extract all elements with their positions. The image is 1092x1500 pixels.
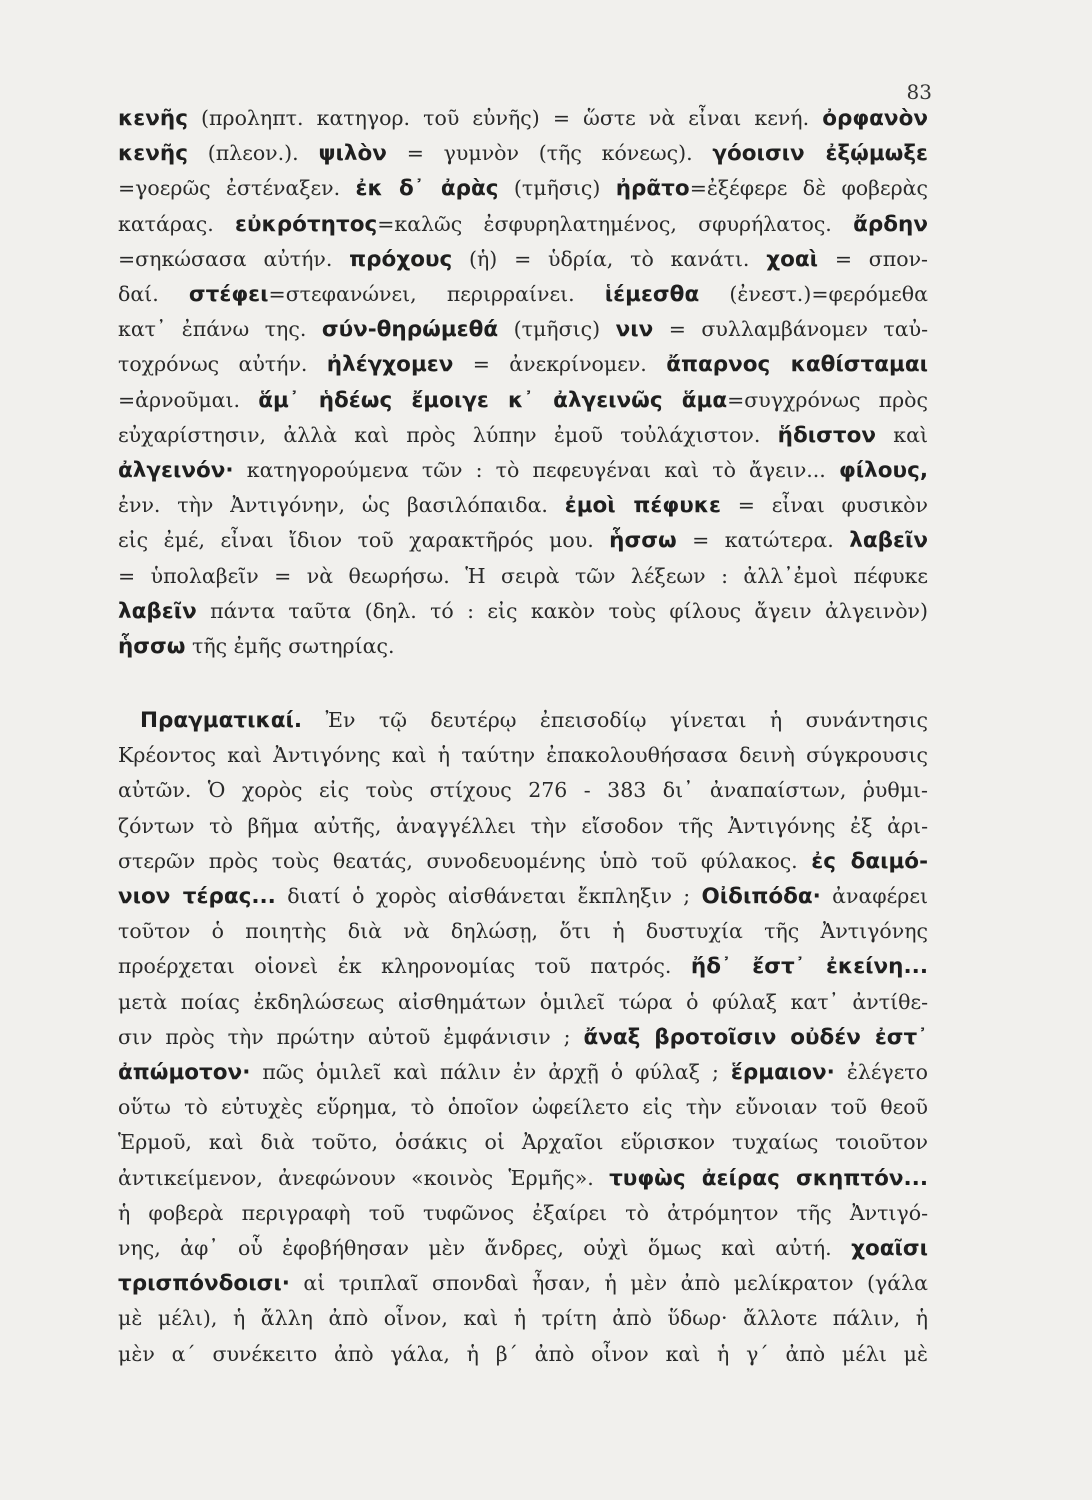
bold-term: ἠλέγχομεν	[326, 352, 454, 378]
bold-term: πρόχους	[349, 246, 453, 272]
text-line: ἀντικείμενον, ἀνεφώνουν «κοινὸς Ἑρμῆς». τυφὼς ἀείρας σκηπτόν...	[118, 1165, 928, 1191]
text-line: ἡ φοβερὰ περιγραφὴ τοῦ τυφῶνος ἐξαίρει τὸ ἀτρόμητον τῆς Ἀντιγό-	[118, 1200, 928, 1225]
bold-term: χοαὶ	[766, 246, 819, 272]
bold-term: ἐς δαιμό-	[811, 848, 929, 874]
text-line: Ἑρμοῦ, καὶ διὰ τοῦτο, ὁσάκις οἱ Ἀρχαῖοι εὕρισκον τυχαίως τοιοῦτον	[118, 1130, 928, 1155]
page-number: 83	[906, 80, 932, 104]
text-line: τοχρόνως αὐτήν. ἠλέγχομεν = ἀνεκρίνομεν. ἄπαρνος καθίσταμαι	[118, 352, 929, 378]
bold-term: ἧσσω	[609, 528, 677, 554]
bold-term: ἧσσω	[118, 634, 186, 660]
text-line: =ἀρνοῦμαι. ἅμ᾽ ἡδέως ἔμοιγε κ᾽ ἀλγεινῶς ἅμα=συγχρόνως πρὸς	[118, 387, 929, 413]
bold-term: σύν-θηρώμεθά	[321, 317, 499, 343]
bold-term: ὀρφανὸν	[822, 106, 928, 131]
text-line: κατάρας. εὐκρότητος=καλῶς ἐσφυρηλατημένος, σφυρήλατος. ἄρδην	[118, 211, 928, 237]
text-line: προέρχεται οἱονεὶ ἐκ κληρονομίας τοῦ πατρός. ἤδ᾽ ἔστ᾽ ἐκείνη...	[118, 954, 928, 980]
bold-term: ἄπαρνος καθίσταμαι	[666, 352, 929, 378]
bold-term: νιν	[615, 317, 654, 343]
bold-term: ἀπώμοτον·	[118, 1060, 251, 1086]
bold-term: ἕρμαιον·	[730, 1060, 835, 1086]
bold-term: τρισπόνδοισι·	[118, 1271, 290, 1297]
text-line: στερῶν πρὸς τοὺς θεατάς, συνοδευομένης ὑπὸ τοῦ φύλακος. ἐς δαιμό-	[118, 848, 929, 874]
bold-term: ἥδιστον	[777, 422, 877, 448]
text-line: κατ᾽ ἐπάνω της. σύν-θηρώμεθά (τμῆσις) νιν = συλλαμβάνομεν ταὐ-	[118, 317, 928, 343]
bold-term: τυφὼς ἀείρας σκηπτόν...	[609, 1165, 928, 1191]
text-line: μὲ μέλι), ἡ ἄλλη ἀπὸ οἶνον, καὶ ἡ τρίτη ἀπὸ ὕδωρ· ἄλλοτε πάλιν, ἡ	[118, 1306, 928, 1331]
text-line: ἀπώμοτον· πῶς ὁμιλεῖ καὶ πάλιν ἐν ἀρχῇ ὁ φύλαξ ; ἕρμαιον· ἐλέγετο	[118, 1060, 928, 1086]
text-line: μετὰ ποίας ἐκδηλώσεως αἰσθημάτων ὁμιλεῖ τώρα ὁ φύλαξ κατ᾽ ἀντίθε-	[118, 989, 928, 1014]
bold-term: ἱέμεσθα	[604, 282, 700, 308]
text-line: κενῆς (προληπτ. κατηγορ. τοῦ εὐνῆς) = ὥστε νὰ εἶναι κενή. ὀρφανὸν	[118, 106, 928, 131]
bold-term: λαβεῖν	[849, 528, 929, 554]
bold-term: λαβεῖν	[118, 598, 197, 624]
bold-term: κενῆς	[118, 106, 188, 131]
commentary-paragraph	[118, 101, 928, 664]
bold-term: ἠρᾶτο	[615, 176, 690, 202]
text-line: τοῦτον ὁ ποιητὴς διὰ νὰ δηλώσῃ, ὅτι ἡ δυστυχία τῆς Ἀντιγόνης	[118, 919, 928, 944]
text-line: σιν πρὸς τὴν πρώτην αὐτοῦ ἐμφάνισιν ; ἄναξ βροτοῖσιν οὐδέν ἐστ᾽	[118, 1024, 928, 1050]
bold-term: κενῆς	[118, 141, 188, 167]
bold-term: ἄρδην	[853, 211, 928, 237]
bold-term: εὐκρότητος	[235, 211, 378, 237]
bold-term: Πραγματικαί.	[140, 708, 303, 733]
text-line: νιον τέρας... διατί ὁ χορὸς αἰσθάνεται ἔκπληξιν ; Οἰδιπόδα· ἀναφέρει	[118, 884, 928, 910]
text-line: =γοερῶς ἐστέναξεν. ἐκ δ᾽ ἀρὰς (τμῆσις) ἠρᾶτο=ἐξέφερε δὲ φοβερὰς	[118, 176, 928, 202]
text-line: εὐχαρίστησιν, ἀλλὰ καὶ πρὸς λύπην ἐμοῦ τοὐλάχιστον. ἥδιστον καὶ	[118, 422, 928, 448]
bold-term: ἤδ᾽ ἔστ᾽ ἐκείνη...	[690, 954, 928, 980]
text-line: οὕτω τὸ εὐτυχὲς εὕρημα, τὸ ὁποῖον ὠφείλετο εἰς τὴν εὔνοιαν τοῦ θεοῦ	[118, 1095, 928, 1120]
practical-notes-paragraph	[118, 703, 928, 1372]
text-line: κενῆς (πλεον.). ψιλὸν = γυμνὸν (τῆς κόνεως). γόοισιν ἐξῴμωξε	[118, 141, 928, 167]
bold-term: γόοισιν ἐξῴμωξε	[712, 141, 928, 167]
text-line: εἰς ἐμέ, εἶναι ἴδιον τοῦ χαρακτῆρός μου. ἧσσω = κατώτερα. λαβεῖν	[118, 528, 929, 554]
text-line: ζόντων τὸ βῆμα αὐτῆς, ἀναγγέλλει τὴν εἴσοδον τῆς Ἀντιγόνης ἐξ ἀρι-	[118, 813, 928, 838]
bold-term: ἅμ᾽ ἡδέως ἔμοιγε κ᾽ ἀλγεινῶς ἅμα	[258, 387, 728, 413]
bold-term: ψιλὸν	[318, 141, 387, 167]
bold-term: χοαῖσι	[851, 1236, 928, 1262]
text-line: μὲν α΄ συνέκειτο ἀπὸ γάλα, ἡ β΄ ἀπὸ οἶνον καὶ ἡ γ΄ ἀπὸ μέλι μὲ	[118, 1341, 928, 1366]
text-line: ἀλγεινόν· κατηγορούμενα τῶν : τὸ πεφευγέναι καὶ τὸ ἄγειν... φίλους,	[118, 458, 928, 484]
bold-term: στέφει	[188, 282, 269, 308]
text-line: ἐνν. τὴν Ἀντιγόνην, ὡς βασιλόπαιδα. ἐμοὶ πέφυκε = εἶναι φυσικὸν	[118, 493, 928, 519]
bold-term: φίλους,	[838, 458, 928, 484]
bold-term: ἀλγεινόν·	[118, 458, 234, 484]
text-line: Πραγματικαί. Ἐν τῷ δευτέρῳ ἐπεισοδίῳ γίνεται ἡ συνάντησις	[140, 708, 928, 733]
bold-term: ἐμοὶ πέφυκε	[564, 493, 721, 519]
text-line: Κρέοντος καὶ Ἀντιγόνης καὶ ἡ ταύτην ἐπακολουθήσασα δεινὴ σύγκρουσις	[118, 743, 928, 768]
text-line: ἧσσω τῆς ἐμῆς σωτηρίας.	[118, 634, 395, 660]
bold-term: νιον τέρας...	[118, 884, 276, 910]
text-line: αὐτῶν. Ὁ χορὸς εἰς τοὺς στίχους 276 - 383 δι᾽ ἀναπαίστων, ῥυθμι-	[118, 778, 928, 803]
text-line: δαί. στέφει=στεφανώνει, περιρραίνει. ἱέμεσθα (ἐνεστ.)=φερόμεθα	[118, 282, 928, 308]
text-line: λαβεῖν πάντα ταῦτα (δηλ. τό : εἰς κακὸν τοὺς φίλους ἄγειν ἀλγεινὸν)	[118, 598, 928, 624]
bold-term: Οἰδιπόδα·	[701, 884, 821, 910]
text-line: =σηκώσασα αὐτήν. πρόχους (ἡ) = ὑδρία, τὸ κανάτι. χοαὶ = σπον-	[118, 246, 928, 272]
text-line: τρισπόνδοισι· αἱ τριπλαῖ σπονδαὶ ἦσαν, ἡ μὲν ἀπὸ μελίκρατον (γάλα	[118, 1271, 928, 1297]
text-line: = ὑπολαβεῖν = νὰ θεωρήσω. Ἡ σειρὰ τῶν λέξεων : ἀλλ᾽ἐμοὶ πέφυκε	[118, 563, 928, 588]
text-line: νης, ἀφ᾽ οὗ ἐφοβήθησαν μὲν ἄνδρες, οὐχὶ ὅμως καὶ αὐτή. χοαῖσι	[118, 1236, 928, 1262]
bold-term: ἄναξ βροτοῖσιν οὐδέν ἐστ᾽	[583, 1024, 928, 1050]
bold-term: ἐκ δ᾽ ἀρὰς	[355, 176, 499, 202]
